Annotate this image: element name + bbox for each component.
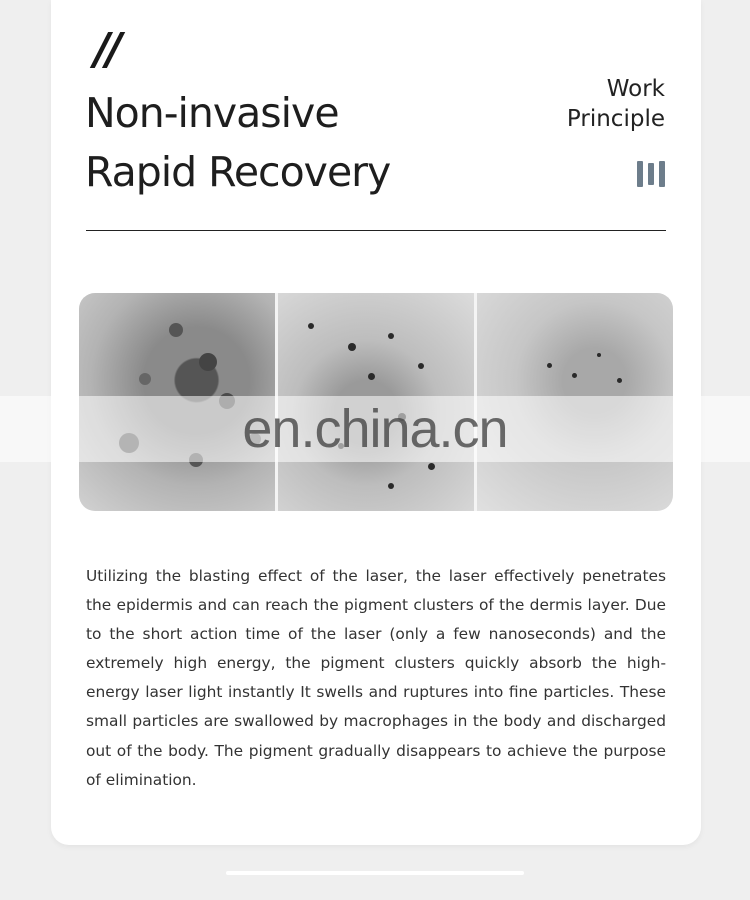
home-indicator — [226, 871, 524, 875]
title-line-1: Non-invasive — [85, 89, 339, 137]
title-line-2: Rapid Recovery — [85, 148, 391, 196]
section-subtitle — [567, 74, 665, 134]
quote-mark-icon: // — [94, 24, 119, 75]
watermark-text: en.china.cn — [242, 399, 508, 459]
page-title — [85, 84, 390, 202]
divider — [86, 230, 666, 231]
subtitle-line-1: Work — [606, 76, 665, 102]
vertical-bars-icon — [637, 161, 665, 187]
subtitle-line-2: Principle — [566, 106, 665, 132]
description-paragraph: Utilizing the blasting effect of the laser, the laser effectively penetrates the epidermis and can reach the pigment clusters of the dermis layer. Due to the short action time of the laser (only a few nanoseconds) and the extremely high energy, the pigment clusters quickly absorb the high-energy laser light instantly It swells and ruptures into fine particles. These small particles are swallowed by macrophages in the body and discharged out of the body. The pigment gradually disappears to achieve the purpose of elimination. — [86, 567, 666, 789]
